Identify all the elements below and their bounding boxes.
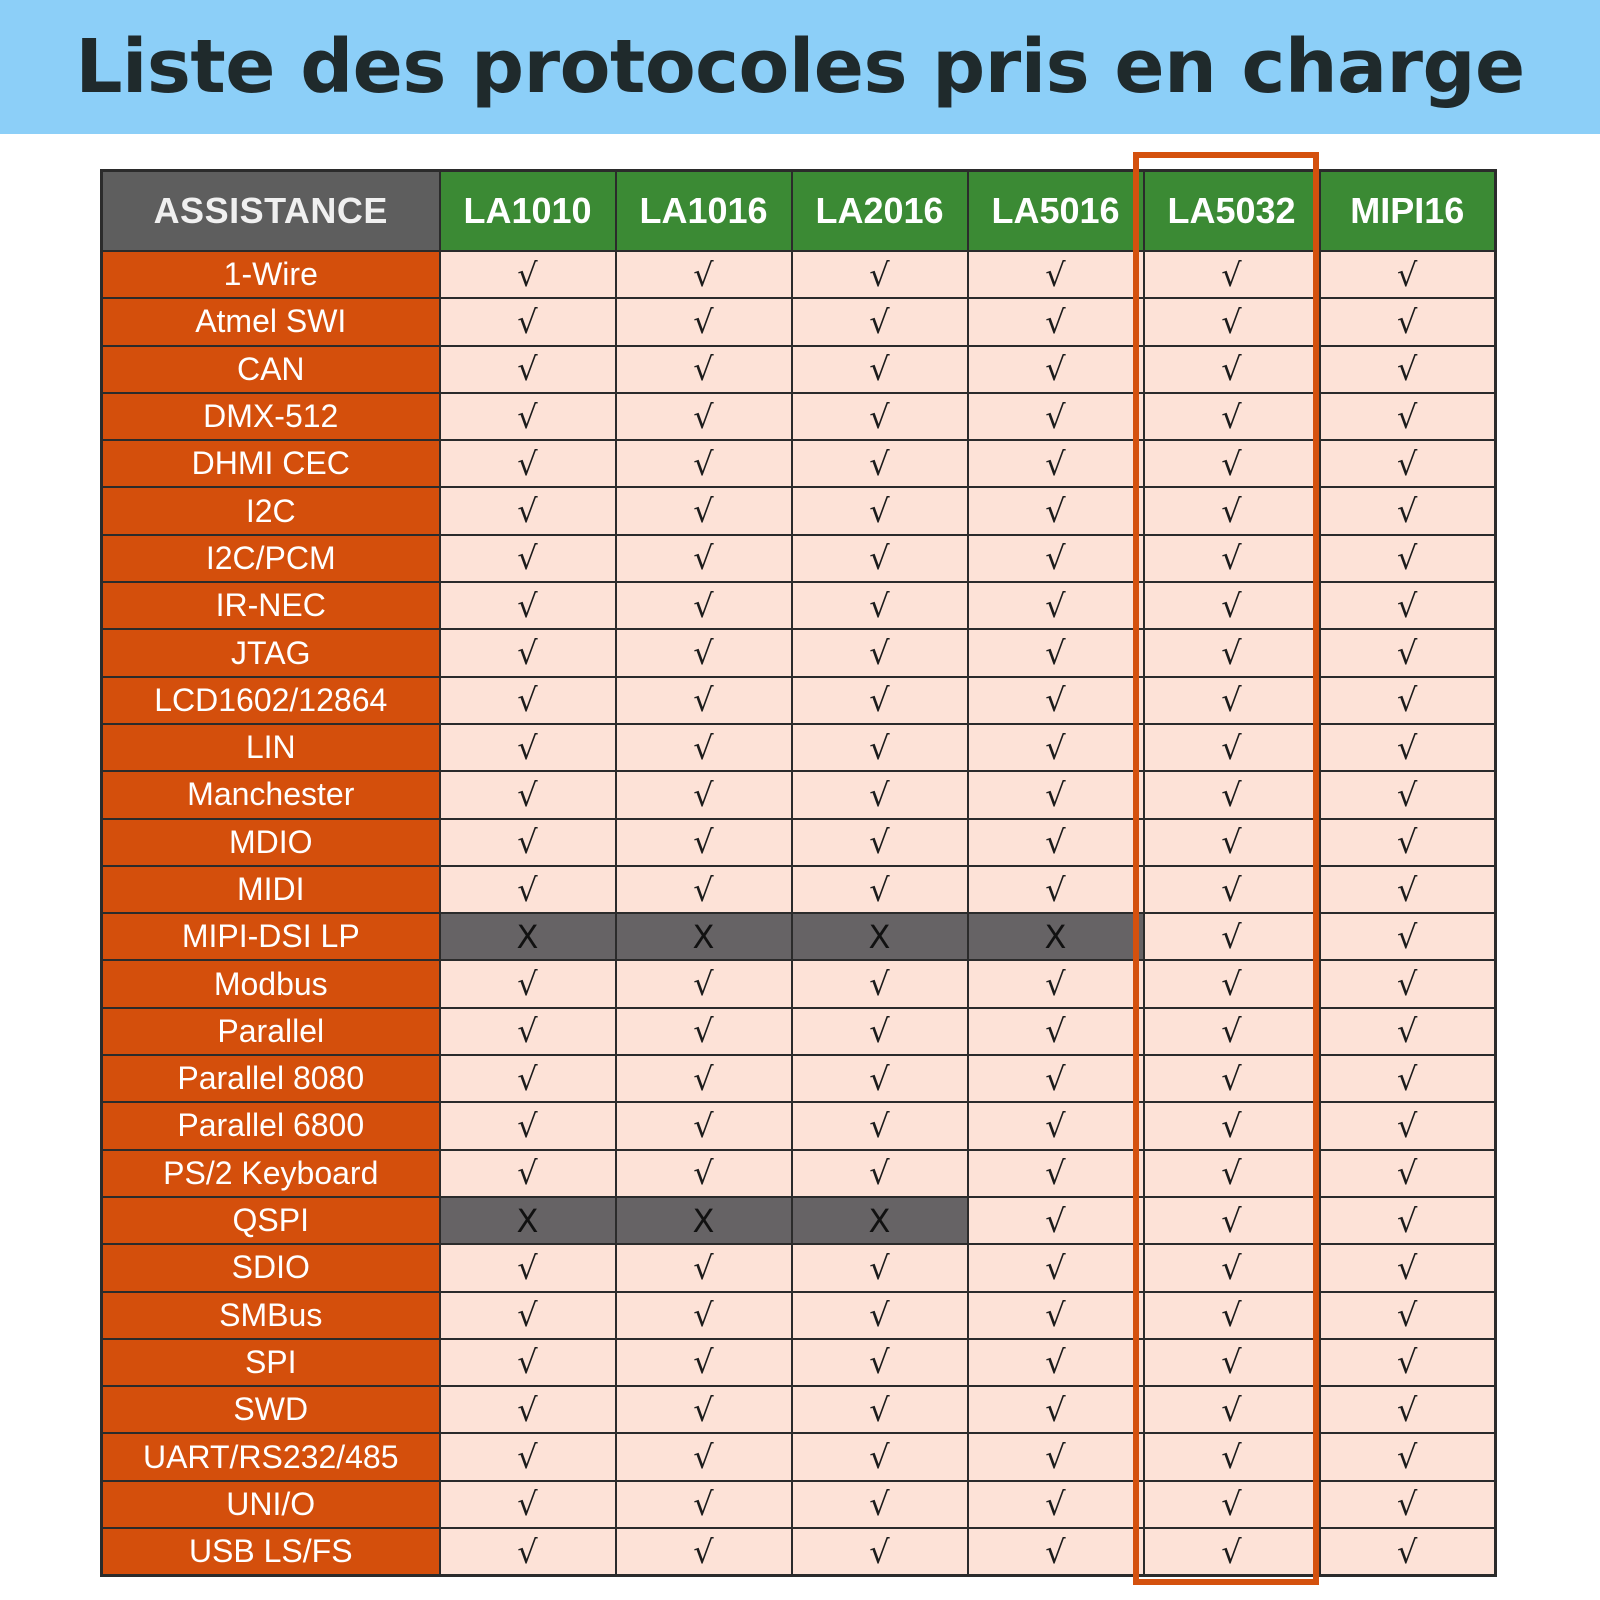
- supported-mark: √: [616, 1102, 792, 1149]
- supported-mark: √: [1144, 346, 1320, 393]
- model-header: LA2016: [792, 171, 968, 252]
- supported-mark: √: [440, 819, 616, 866]
- supported-mark: √: [1320, 819, 1496, 866]
- table-row: [102, 960, 1496, 1007]
- supported-mark: √: [1144, 535, 1320, 582]
- table-row: [102, 1008, 1496, 1055]
- supported-mark: √: [792, 440, 968, 487]
- supported-mark: √: [616, 1292, 792, 1339]
- protocol-label: MIPI-DSI LP: [102, 913, 440, 960]
- supported-mark: √: [792, 677, 968, 724]
- unsupported-mark: X: [440, 913, 616, 960]
- protocol-label: PS/2 Keyboard: [102, 1150, 440, 1197]
- supported-mark: √: [1144, 298, 1320, 345]
- page-title: Liste des protocoles pris en charge: [75, 24, 1525, 110]
- supported-mark: √: [1320, 1102, 1496, 1149]
- supported-mark: √: [1320, 1386, 1496, 1433]
- supported-mark: √: [440, 298, 616, 345]
- supported-mark: √: [968, 1528, 1144, 1576]
- table-row: [102, 1292, 1496, 1339]
- supported-mark: √: [616, 960, 792, 1007]
- supported-mark: √: [440, 346, 616, 393]
- supported-mark: √: [792, 771, 968, 818]
- supported-mark: √: [440, 1481, 616, 1528]
- supported-mark: √: [792, 1008, 968, 1055]
- supported-mark: √: [1144, 1197, 1320, 1244]
- table-row: [102, 819, 1496, 866]
- supported-mark: √: [616, 1528, 792, 1576]
- supported-mark: √: [968, 960, 1144, 1007]
- supported-mark: √: [792, 1386, 968, 1433]
- supported-mark: √: [616, 866, 792, 913]
- supported-mark: √: [440, 1055, 616, 1102]
- supported-mark: √: [1144, 1292, 1320, 1339]
- supported-mark: √: [1320, 582, 1496, 629]
- corner-header: ASSISTANCE: [102, 171, 440, 252]
- supported-mark: √: [440, 1150, 616, 1197]
- supported-mark: √: [968, 535, 1144, 582]
- supported-mark: √: [968, 1481, 1144, 1528]
- supported-mark: √: [1144, 819, 1320, 866]
- supported-mark: √: [440, 629, 616, 676]
- table-row: [102, 582, 1496, 629]
- supported-mark: √: [968, 629, 1144, 676]
- supported-mark: √: [1320, 677, 1496, 724]
- supported-mark: √: [440, 1528, 616, 1576]
- supported-mark: √: [968, 724, 1144, 771]
- supported-mark: √: [968, 440, 1144, 487]
- protocol-label: UNI/O: [102, 1481, 440, 1528]
- table-body: [102, 251, 1496, 1576]
- supported-mark: √: [616, 771, 792, 818]
- table-row: [102, 1528, 1496, 1576]
- supported-mark: √: [1320, 866, 1496, 913]
- supported-mark: √: [1144, 866, 1320, 913]
- supported-mark: √: [1144, 1102, 1320, 1149]
- supported-mark: √: [616, 819, 792, 866]
- protocol-label: Modbus: [102, 960, 440, 1007]
- protocol-label: USB LS/FS: [102, 1528, 440, 1576]
- table-row: [102, 677, 1496, 724]
- supported-mark: √: [616, 298, 792, 345]
- supported-mark: √: [1320, 913, 1496, 960]
- supported-mark: √: [968, 582, 1144, 629]
- supported-mark: √: [1144, 1528, 1320, 1576]
- protocol-label: Parallel: [102, 1008, 440, 1055]
- supported-mark: √: [792, 1292, 968, 1339]
- supported-mark: √: [968, 1244, 1144, 1291]
- supported-mark: √: [792, 1339, 968, 1386]
- supported-mark: √: [440, 1008, 616, 1055]
- supported-mark: √: [1144, 1150, 1320, 1197]
- supported-mark: √: [792, 487, 968, 534]
- supported-mark: √: [1320, 1433, 1496, 1480]
- supported-mark: √: [792, 1481, 968, 1528]
- supported-mark: √: [1144, 629, 1320, 676]
- unsupported-mark: X: [616, 913, 792, 960]
- supported-mark: √: [440, 535, 616, 582]
- supported-mark: √: [1144, 440, 1320, 487]
- unsupported-mark: X: [968, 913, 1144, 960]
- supported-mark: √: [616, 393, 792, 440]
- supported-mark: √: [792, 1102, 968, 1149]
- supported-mark: √: [792, 866, 968, 913]
- protocol-label: MIDI: [102, 866, 440, 913]
- protocol-label: DHMI CEC: [102, 440, 440, 487]
- supported-mark: √: [1320, 629, 1496, 676]
- supported-mark: √: [968, 1197, 1144, 1244]
- protocol-label: SDIO: [102, 1244, 440, 1291]
- supported-mark: √: [1144, 1481, 1320, 1528]
- protocol-table-container: [100, 169, 1497, 1577]
- supported-mark: √: [1320, 251, 1496, 298]
- supported-mark: √: [1144, 393, 1320, 440]
- table-row: [102, 440, 1496, 487]
- model-header: LA5016: [968, 171, 1144, 252]
- supported-mark: √: [792, 960, 968, 1007]
- supported-mark: √: [440, 440, 616, 487]
- supported-mark: √: [616, 1055, 792, 1102]
- supported-mark: √: [792, 724, 968, 771]
- table-row: [102, 913, 1496, 960]
- supported-mark: √: [440, 771, 616, 818]
- supported-mark: √: [1144, 771, 1320, 818]
- supported-mark: √: [1320, 771, 1496, 818]
- supported-mark: √: [792, 251, 968, 298]
- protocol-label: SPI: [102, 1339, 440, 1386]
- supported-mark: √: [968, 819, 1144, 866]
- supported-mark: √: [616, 1339, 792, 1386]
- supported-mark: √: [1320, 1055, 1496, 1102]
- table-row: [102, 1055, 1496, 1102]
- supported-mark: √: [968, 677, 1144, 724]
- supported-mark: √: [1320, 440, 1496, 487]
- supported-mark: √: [1320, 1528, 1496, 1576]
- protocol-label: LCD1602/12864: [102, 677, 440, 724]
- supported-mark: √: [1144, 960, 1320, 1007]
- supported-mark: √: [440, 1244, 616, 1291]
- supported-mark: √: [792, 582, 968, 629]
- model-header: LA5032: [1144, 171, 1320, 252]
- supported-mark: √: [968, 1386, 1144, 1433]
- supported-mark: √: [968, 1008, 1144, 1055]
- protocol-label: UART/RS232/485: [102, 1433, 440, 1480]
- supported-mark: √: [1320, 1197, 1496, 1244]
- supported-mark: √: [1320, 535, 1496, 582]
- supported-mark: √: [440, 1386, 616, 1433]
- supported-mark: √: [968, 866, 1144, 913]
- protocol-label: Atmel SWI: [102, 298, 440, 345]
- supported-mark: √: [616, 1386, 792, 1433]
- supported-mark: √: [440, 1433, 616, 1480]
- supported-mark: √: [968, 1433, 1144, 1480]
- unsupported-mark: X: [616, 1197, 792, 1244]
- supported-mark: √: [1144, 1386, 1320, 1433]
- title-banner: [0, 0, 1600, 134]
- table-row: [102, 393, 1496, 440]
- table-row: [102, 1433, 1496, 1480]
- supported-mark: √: [792, 1528, 968, 1576]
- supported-mark: √: [1320, 1150, 1496, 1197]
- supported-mark: √: [792, 393, 968, 440]
- protocol-label: Manchester: [102, 771, 440, 818]
- supported-mark: √: [968, 346, 1144, 393]
- supported-mark: √: [440, 724, 616, 771]
- protocol-label: JTAG: [102, 629, 440, 676]
- supported-mark: √: [616, 582, 792, 629]
- protocol-label: I2C: [102, 487, 440, 534]
- protocol-support-table: [100, 169, 1497, 1577]
- supported-mark: √: [1320, 1339, 1496, 1386]
- protocol-label: DMX-512: [102, 393, 440, 440]
- protocol-label: IR-NEC: [102, 582, 440, 629]
- supported-mark: √: [1144, 487, 1320, 534]
- supported-mark: √: [1320, 960, 1496, 1007]
- supported-mark: √: [1144, 1008, 1320, 1055]
- table-row: [102, 771, 1496, 818]
- protocol-label: SMBus: [102, 1292, 440, 1339]
- protocol-label: CAN: [102, 346, 440, 393]
- supported-mark: √: [1320, 298, 1496, 345]
- supported-mark: √: [968, 298, 1144, 345]
- supported-mark: √: [968, 487, 1144, 534]
- supported-mark: √: [1320, 1244, 1496, 1291]
- supported-mark: √: [1144, 1055, 1320, 1102]
- supported-mark: √: [792, 298, 968, 345]
- supported-mark: √: [616, 487, 792, 534]
- table-row: [102, 1481, 1496, 1528]
- supported-mark: √: [1320, 1008, 1496, 1055]
- supported-mark: √: [1144, 677, 1320, 724]
- supported-mark: √: [1144, 1339, 1320, 1386]
- supported-mark: √: [792, 1055, 968, 1102]
- table-row: [102, 866, 1496, 913]
- table-header-row: [102, 171, 1496, 252]
- supported-mark: √: [1320, 487, 1496, 534]
- table-row: [102, 251, 1496, 298]
- table-row: [102, 1102, 1496, 1149]
- unsupported-mark: X: [792, 1197, 968, 1244]
- supported-mark: √: [616, 1433, 792, 1480]
- supported-mark: √: [792, 346, 968, 393]
- table-row: [102, 1197, 1496, 1244]
- supported-mark: √: [968, 393, 1144, 440]
- supported-mark: √: [440, 1102, 616, 1149]
- supported-mark: √: [616, 1150, 792, 1197]
- supported-mark: √: [968, 1339, 1144, 1386]
- table-row: [102, 1150, 1496, 1197]
- supported-mark: √: [616, 535, 792, 582]
- supported-mark: √: [792, 819, 968, 866]
- supported-mark: √: [440, 1292, 616, 1339]
- model-header: LA1016: [616, 171, 792, 252]
- supported-mark: √: [440, 960, 616, 1007]
- model-header: LA1010: [440, 171, 616, 252]
- table-row: [102, 487, 1496, 534]
- supported-mark: √: [1144, 913, 1320, 960]
- supported-mark: √: [616, 629, 792, 676]
- supported-mark: √: [440, 487, 616, 534]
- supported-mark: √: [440, 582, 616, 629]
- supported-mark: √: [792, 1433, 968, 1480]
- table-row: [102, 1386, 1496, 1433]
- unsupported-mark: X: [792, 913, 968, 960]
- supported-mark: √: [1320, 346, 1496, 393]
- table-row: [102, 1244, 1496, 1291]
- protocol-label: MDIO: [102, 819, 440, 866]
- supported-mark: √: [968, 771, 1144, 818]
- supported-mark: √: [792, 629, 968, 676]
- supported-mark: √: [616, 440, 792, 487]
- supported-mark: √: [440, 251, 616, 298]
- supported-mark: √: [1320, 724, 1496, 771]
- supported-mark: √: [440, 677, 616, 724]
- supported-mark: √: [968, 251, 1144, 298]
- protocol-label: I2C/PCM: [102, 535, 440, 582]
- supported-mark: √: [792, 1244, 968, 1291]
- table-row: [102, 629, 1496, 676]
- table-row: [102, 346, 1496, 393]
- supported-mark: √: [1320, 1481, 1496, 1528]
- protocol-label: 1-Wire: [102, 251, 440, 298]
- supported-mark: √: [1144, 1244, 1320, 1291]
- protocol-label: SWD: [102, 1386, 440, 1433]
- model-header: MIPI16: [1320, 171, 1496, 252]
- table-row: [102, 724, 1496, 771]
- supported-mark: √: [616, 346, 792, 393]
- supported-mark: √: [616, 1244, 792, 1291]
- protocol-label: QSPI: [102, 1197, 440, 1244]
- supported-mark: √: [1144, 251, 1320, 298]
- supported-mark: √: [1144, 582, 1320, 629]
- supported-mark: √: [616, 251, 792, 298]
- protocol-label: Parallel 6800: [102, 1102, 440, 1149]
- protocol-label: LIN: [102, 724, 440, 771]
- supported-mark: √: [440, 866, 616, 913]
- table-row: [102, 298, 1496, 345]
- supported-mark: √: [616, 1008, 792, 1055]
- supported-mark: √: [1144, 724, 1320, 771]
- supported-mark: √: [792, 535, 968, 582]
- supported-mark: √: [616, 677, 792, 724]
- supported-mark: √: [1320, 1292, 1496, 1339]
- supported-mark: √: [440, 1339, 616, 1386]
- unsupported-mark: X: [440, 1197, 616, 1244]
- table-row: [102, 535, 1496, 582]
- supported-mark: √: [1144, 1433, 1320, 1480]
- supported-mark: √: [616, 724, 792, 771]
- protocol-label: Parallel 8080: [102, 1055, 440, 1102]
- supported-mark: √: [792, 1150, 968, 1197]
- table-row: [102, 1339, 1496, 1386]
- supported-mark: √: [968, 1102, 1144, 1149]
- supported-mark: √: [616, 1481, 792, 1528]
- supported-mark: √: [968, 1055, 1144, 1102]
- supported-mark: √: [440, 393, 616, 440]
- supported-mark: √: [968, 1150, 1144, 1197]
- supported-mark: √: [968, 1292, 1144, 1339]
- supported-mark: √: [1320, 393, 1496, 440]
